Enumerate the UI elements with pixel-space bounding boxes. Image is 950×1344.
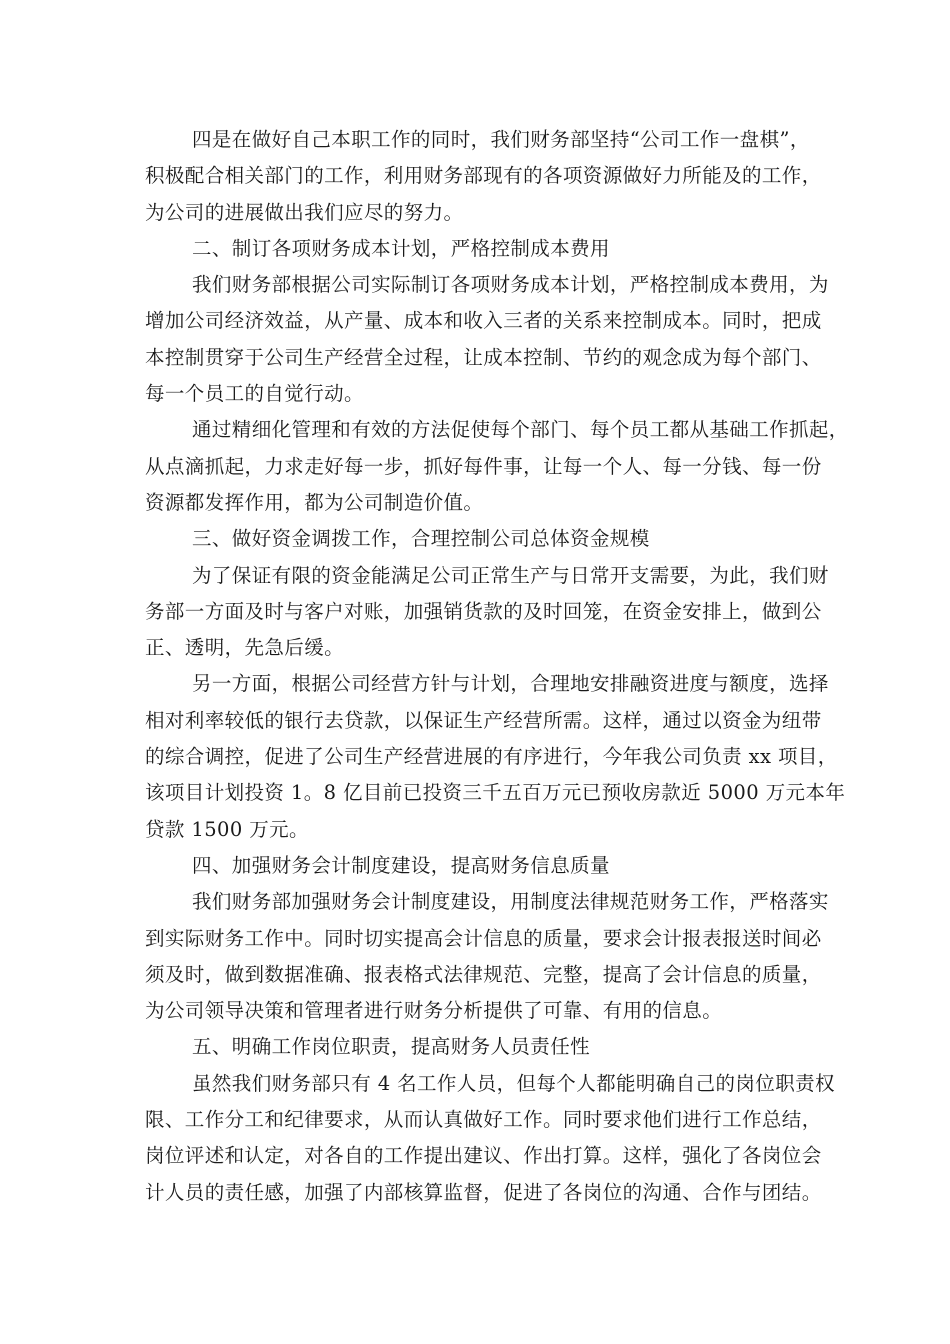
body-text-line: 增加公司经济效益，从产量、成本和收入三者的关系来控制成本。同时，把成	[145, 309, 822, 333]
body-text-line: 岗位评述和认定，对各自的工作提出建议、作出打算。这样，强化了各岗位会	[145, 1144, 822, 1168]
body-text-line: 须及时，做到数据准确、报表格式法律规范、完整，提高了会计信息的质量，	[145, 962, 822, 986]
body-text-line: 积极配合相关部门的工作，利用财务部现有的各项资源做好力所能及的工作，	[145, 164, 822, 188]
section-heading: 三、做好资金调拨工作，合理控制公司总体资金规模	[192, 527, 650, 551]
body-text-line: 务部一方面及时与客户对账，加强销货款的及时回笼，在资金安排上，做到公	[145, 599, 822, 623]
body-text-line: 另一方面，根据公司经营方针与计划，合理地安排融资进度与额度，选择	[192, 672, 829, 696]
body-text-line: 我们财务部加强财务会计制度建设，用制度法律规范财务工作，严格落实	[192, 890, 829, 914]
body-text-line: 的综合调控，促进了公司生产经营进展的有序进行，今年我公司负责 xx 项目，	[145, 745, 838, 769]
body-text-line: 为公司的进展做出我们应尽的努力。	[145, 200, 464, 224]
body-text-line: 贷款 1500 万元。	[145, 817, 309, 841]
body-text-line: 正、透明，先急后缓。	[145, 636, 345, 660]
body-text-line: 四是在做好自己本职工作的同时，我们财务部坚持“公司工作一盘棋”，	[192, 128, 810, 151]
body-text-line: 为公司领导决策和管理者进行财务分析提供了可靠、有用的信息。	[145, 999, 723, 1023]
body-text-line: 相对利率较低的银行去贷款，以保证生产经营所需。这样，通过以资金为纽带	[145, 708, 822, 732]
body-text-line: 计人员的责任感，加强了内部核算监督，促进了各岗位的沟通、合作与团结。	[145, 1180, 822, 1204]
body-text-line: 每一个员工的自觉行动。	[145, 382, 364, 406]
body-text-line: 为了保证有限的资金能满足公司正常生产与日常开支需要，为此，我们财	[192, 563, 829, 587]
body-text-line: 资源都发挥作用，都为公司制造价值。	[145, 490, 484, 514]
body-text-line: 我们财务部根据公司实际制订各项财务成本计划，严格控制成本费用，为	[192, 273, 829, 297]
body-text-line: 本控制贯穿于公司生产经营全过程，让成本控制、节约的观念成为每个部门、	[145, 345, 822, 369]
body-text-line: 从点滴抓起，力求走好每一步，抓好每件事，让每一个人、每一分钱、每一份	[145, 454, 822, 478]
section-heading: 二、制订各项财务成本计划，严格控制成本费用	[192, 236, 610, 260]
section-heading: 五、明确工作岗位职责，提高财务人员责任性	[192, 1035, 591, 1059]
body-text-line: 该项目计划投资 1。8 亿目前已投资三千五百万元已预收房款近 5000 万元本年	[145, 781, 846, 805]
body-text-line: 通过精细化管理和有效的方法促使每个部门、每个员工都从基础工作抓起，	[192, 418, 849, 442]
body-text-line: 到实际财务工作中。同时切实提高会计信息的质量，要求会计报表报送时间必	[145, 926, 822, 950]
section-heading: 四、加强财务会计制度建设，提高财务信息质量	[192, 853, 610, 877]
body-text-line: 虽然我们财务部只有 4 名工作人员，但每个人都能明确自己的岗位职责权	[192, 1071, 835, 1095]
document-body	[145, 122, 849, 1211]
body-text-line: 限、工作分工和纪律要求，从而认真做好工作。同时要求他们进行工作总结，	[145, 1108, 822, 1132]
